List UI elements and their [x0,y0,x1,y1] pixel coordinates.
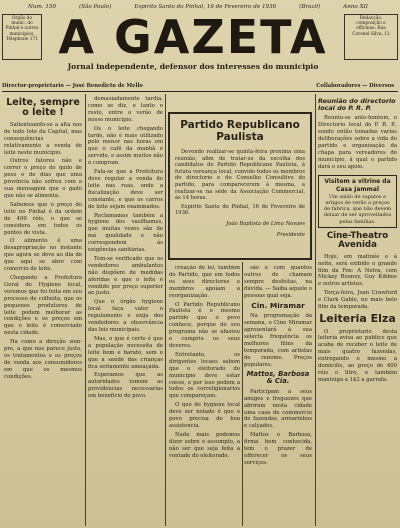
party-notice-box [168,112,312,260]
article-headline-milk: Leite, sempre o leite ! [6,97,80,118]
party-notice-role: Presidente [276,231,305,238]
issue-number: Num. 150 [28,4,57,10]
paragraph: Tem-se verificado que os vendedores ambulantes não dispõem de medidas aferidas e que o leite é vendido por preço superior ao justo. [88,255,163,297]
paragraph: Que o órgão hygiene local faça valer o regulamento e exija dos vendedores a observância das leis municipais. [88,299,163,333]
paragraph: Mas, o que é certo é que a população necessita de leite bom e barato, sem o que a saúde das crianças fica seriamente ameaçada. [88,335,163,370]
paragraph: são e com quantos outros de chamam sempre desfeitas, na dúvida. — Saiba aquele o pessoas qual seja. [244,265,312,299]
place-date: Espirito Santo do Pinhal, 16 de Fevereiro de 1936 [134,4,277,10]
column-4 [244,265,312,527]
paragraph: O que de hygiene local deve ser notado é que o povo precisa de boa assistencia. [169,402,240,429]
column-rule [315,94,316,526]
party-notice-title: Partido Republicano Paulista [180,119,300,143]
paragraph: Na programação da semana, o Cine Miramar apresentará á sua selecta frequência os melhores films da temporada, com artistas de renome. Preços populares. [244,313,312,368]
directory-meeting-headline: Reunião do directorio local do P. R. P. [318,97,396,112]
firm-heading: Mattos, Barbosa & Cia. [246,369,310,385]
column-2 [88,96,163,526]
paragraph: creação de lei, também do Partido, que em todos os seus directores e membros apoiam a reorganização. [169,265,240,299]
column-rule [242,262,243,526]
right-ear-text: Redacção, composição e officinas: Rua Coronel Silva, 12 [352,16,390,37]
paragraph: Os o leite chegando tarde, não é mais utilizado pelo menor nas horas em que o café da manhã é servido, e assim muitos não o compram. [88,125,163,167]
shop-advert-text: Um saldo de sapatos e artigos de verão a preços de fabrica, que não devem deixar de ser aproveitados pelas famílias. [323,193,392,225]
director-line: Director-proprietario — José Benedicto de Mello [2,83,143,89]
masthead-title: A GAZETA [58,10,328,64]
paragraph: Participam a seus amigos e freguezes que abriram nesta cidade uma casa de commercio de fazendas, armarinhos e calçados. [244,388,312,430]
country: (Brazil) [299,4,321,10]
paragraph: O Partido Republicano Paulista é o mesmo partido que o povo conhece, porque do seu programa não se afastou e cumpriu os seus deveres. [169,301,240,349]
paragraph: Salienteando-se a alta nos de todo lote da Capital, mas consequências relativamente a venda de leite neste municipio. [4,121,82,156]
party-notice-signature: João Baptista de Lima Novaes [226,220,305,227]
column-rule [165,94,166,526]
paragraph: Reuniu-se ante-hontem, o Directorio local do P. R. P., sendo então tomadas varias deliberações sobre a vida do partido e organização da chapa para vereadores do municipio, á qual o partido dará o seu apoio. [318,115,397,170]
paragraph: Esperamos que as autoridades tomem as providencias necessarias em beneficio do povo. [88,372,163,400]
paragraph: Chegando a Prefeitura Geral de Hygiene local, veremos que foi feita em seu processo de colheita, que os pequenos produtores de leite podem melhorar as condições e os preços em que o leite é comerciado nesta cidade. [4,274,82,337]
cinema-avenida-heading: Cine-Theatro Avenida [326,230,389,250]
left-ear-text: Orgão do munic. do Pinhal e outros municipios. Telephone 171 [5,16,39,42]
header-rule [2,91,398,92]
shop-advert-title: Visitem a vitrine da Casa Jammal [324,177,391,193]
paragraph: Hoje, em matinée e á noite, será exibido o grande film da Fox: A Noiva, com Mickey Rooney, Guy Kibbee e outros artistas. [318,253,397,288]
party-notice-date: Espirito Santo do Pinhal, 16 de Fevereiro de 1936. [175,203,305,217]
column-5 [318,96,397,526]
paragraph: Entretanto, os dirigentes locaes sabem que o eleitorado do municipio deve estar coeso, e por isso pedem a todos os correligionarios que compareçam. [169,351,240,400]
left-ear-box [2,14,42,60]
column-1 [4,96,82,526]
shop-advert [318,175,397,228]
right-ear-box [344,14,398,60]
paragraph: O proprietario desta leiteria avisa ao publico que acaba de receber o leite de mais quatro fazendas, entregando o mesmo a domicilio, ao preço de 400 réis o litro, e também manteiga a 1$2 a garrafa. [318,328,397,383]
year: Anno XII [343,4,368,10]
paragraph: Fala-se que a Prefeitura deve regular a venda do leite nas ruas, onde a fiscalização deve ser constante, e que os carros de leite sejam examinados. [88,169,163,210]
paragraph: Outros fatores não e correr o preço do quilo de peso e de dias que uma província não sofreu com a sua mensagem que o gado que não se alimenta. [4,158,82,199]
paragraph: O alimento é uma desapropriação no instante que agora se deve ao dia de que aqui se abre com comercio de leite. [4,238,82,273]
city: (São Paulo) [79,4,112,10]
dairy-heading: Leiteria Elza [319,311,396,325]
paragraph: Sabemos que o preço do leite no Pinhal é da ordem de 400 réis, o que se considera em todos os pontos de vista. [4,201,82,236]
paragraph: Reclamamos também a hygiene dos vasilhames, que muitas vezes são de má qualidade e não correspondem ás exigências sanitárias. [88,212,163,254]
paragraph: Mattos e Barbosa, firma bem conhecida, tem o prazer de offerecer os seus serviços. [244,432,312,466]
party-notice-body: Devendo realizar-se quinta-feira proxima uma reunião, afim de tratar-se da escolha dos candidatos do Partido Republicano Paulista, á futura vereança local, convido todos os membros do directorio e do Conselho Consultivo do partido, para comparecerem á mesma, a realizar-se na séde da Associação Commercial, ás 14 horas. [175,149,305,202]
masthead-subtitle: Jornal independente, defensor dos interesses do municipio [67,62,319,71]
column-rule [85,94,86,526]
paragraph: Nada mais podemos dizer sobre o assumpto, a não ser que seja feita a vontade do eleitorado. [169,431,240,459]
column-3 [169,265,240,527]
cinema-miramar-heading: Cin. Miramar [251,300,305,310]
paragraph: demasiadamente tardia, como se diz, e tanto o resto, entre o verão de nosso municipio. [88,96,163,123]
collaborators-line: Collaboradores — Diversos [316,83,394,89]
paragraph: Terça-feira, Joan Crawford e Clark Gable, no mais belo film da temporada. [318,290,397,311]
paragraph: Ha como a direção sem-pre, a que nos parece justo, os tratamentos e os preços de venda aos consumidores em que os mesmos condições. [4,339,82,380]
